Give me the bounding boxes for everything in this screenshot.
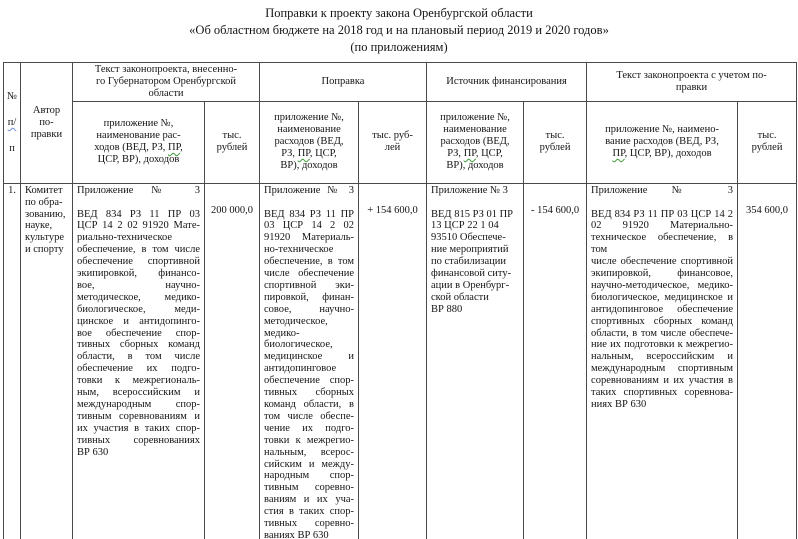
header-group-amendment: Поправка — [260, 63, 427, 102]
subheader-source-name: приложение №, наименование расходов (ВЕД, РЗ, ПР, ЦСР, ВР), доходов — [427, 101, 524, 183]
subheader-bill-name: приложение №, наименование рас- ходов (ВЕД, РЗ, ПР, ЦСР, ВР), доходов — [73, 101, 205, 183]
cell-amendment-amount: + 154 600,0 — [359, 183, 427, 539]
cell-bill-text: Приложение № 3 ВЕД 834 РЗ 11 ПР 03 ЦСР 14 2 02 91920 Мате- риально-техническое обеспечение, в том числе обеспечение спортивной экипировкой, финансо- вое, научно- методическое, медико- биологическое, меди- цинское и антидопинго- вое обеспечение спор- тивных сборных команд области, в том числе обеспечение их подго- товки к межрегиональ- ным, всероссийским и международным спор- тивным соревнованиям и их участия в таких спор- тивных соревнованиях ВР 630 — [73, 183, 205, 539]
subheader-bill-amount: тыс. рублей — [205, 101, 260, 183]
cell-row-number: 1. — [4, 183, 21, 539]
subheader-result-amount: тыс. рублей — [738, 101, 797, 183]
cell-source-text: Приложение № 3 ВЕД 815 РЗ 01 ПР 13 ЦСР 22 1 04 93510 Обеспече- ние мероприятий по стабилизации финансовой ситу- ации в Оренбург- ской области ВР 880 — [427, 183, 524, 539]
cell-result-amount: 354 600,0 — [738, 183, 797, 539]
cell-source-amount: - 154 600,0 — [524, 183, 587, 539]
header-group-result-text: Текст законопроекта с учетом по- правки — [587, 63, 797, 102]
cell-bill-amount: 200 000,0 — [205, 183, 260, 539]
page-title: Поправки к проекту закона Оренбургской области «Об областном бюджете на 2018 год и на плановый период 2019 и 2020 годов» (по приложениям) — [189, 6, 609, 54]
amendments-table — [3, 62, 797, 539]
subheader-amendment-amount: тыс. руб- лей — [359, 101, 427, 183]
cell-author: Комитет по обра- зованию, науке, культуре и спорту — [21, 183, 73, 539]
subheader-amendment-name: приложение №, наименование расходов (ВЕД, РЗ, ПР, ЦСР, ВР), доходов — [260, 101, 359, 183]
header-group-bill-text: Текст законопроекта, внесенно- го Губернатором Оренбургской области — [73, 63, 260, 102]
header-row-number: № п/ п — [4, 63, 21, 184]
subheader-result-name: приложение №, наимено- вание расходов (ВЕД, РЗ, ПР, ЦСР, ВР), доходов — [587, 101, 738, 183]
header-author: Автор по- правки — [21, 63, 73, 184]
subheader-source-amount: тыс. рублей — [524, 101, 587, 183]
cell-amendment-text: Приложение № 3 ВЕД 834 РЗ 11 ПР 03 ЦСР 14 2 02 91920 Материаль- но-техническое обеспечение, в том числе обеспечение спортивной эки- пировкой, финан- совое, научно- методическое, медико- биологическое, медицинское и антидопинговое обеспечение спор- тивных сборных команд области, в том числе обеспе- чение их подго- товки к межрегио- нальным, всерос- сийским и между- народным спор- тивным соревно- ваниям и их уча- стия в таких спор- тивных соревно- ваниях ВР 630 — [260, 183, 359, 539]
cell-result-text: Приложение № 3 ВЕД 834 РЗ 11 ПР 03 ЦСР 14 2 02 91920 Материально- техническое обеспечение, в том числе обеспечение спортивной экипировкой, финансовое, научно-методическое, медико- биологическое, медицинское и антидопинговое обеспечение спортивных сборных команд области, в том числе обеспече- ние их подготовки к межрегио- нальным, всероссийским и международным спортивным соревнованиям и их участия в таких спортивных соревнова- ниях ВР 630 — [587, 183, 738, 539]
header-group-funding-source: Источник финансирования — [427, 63, 587, 102]
